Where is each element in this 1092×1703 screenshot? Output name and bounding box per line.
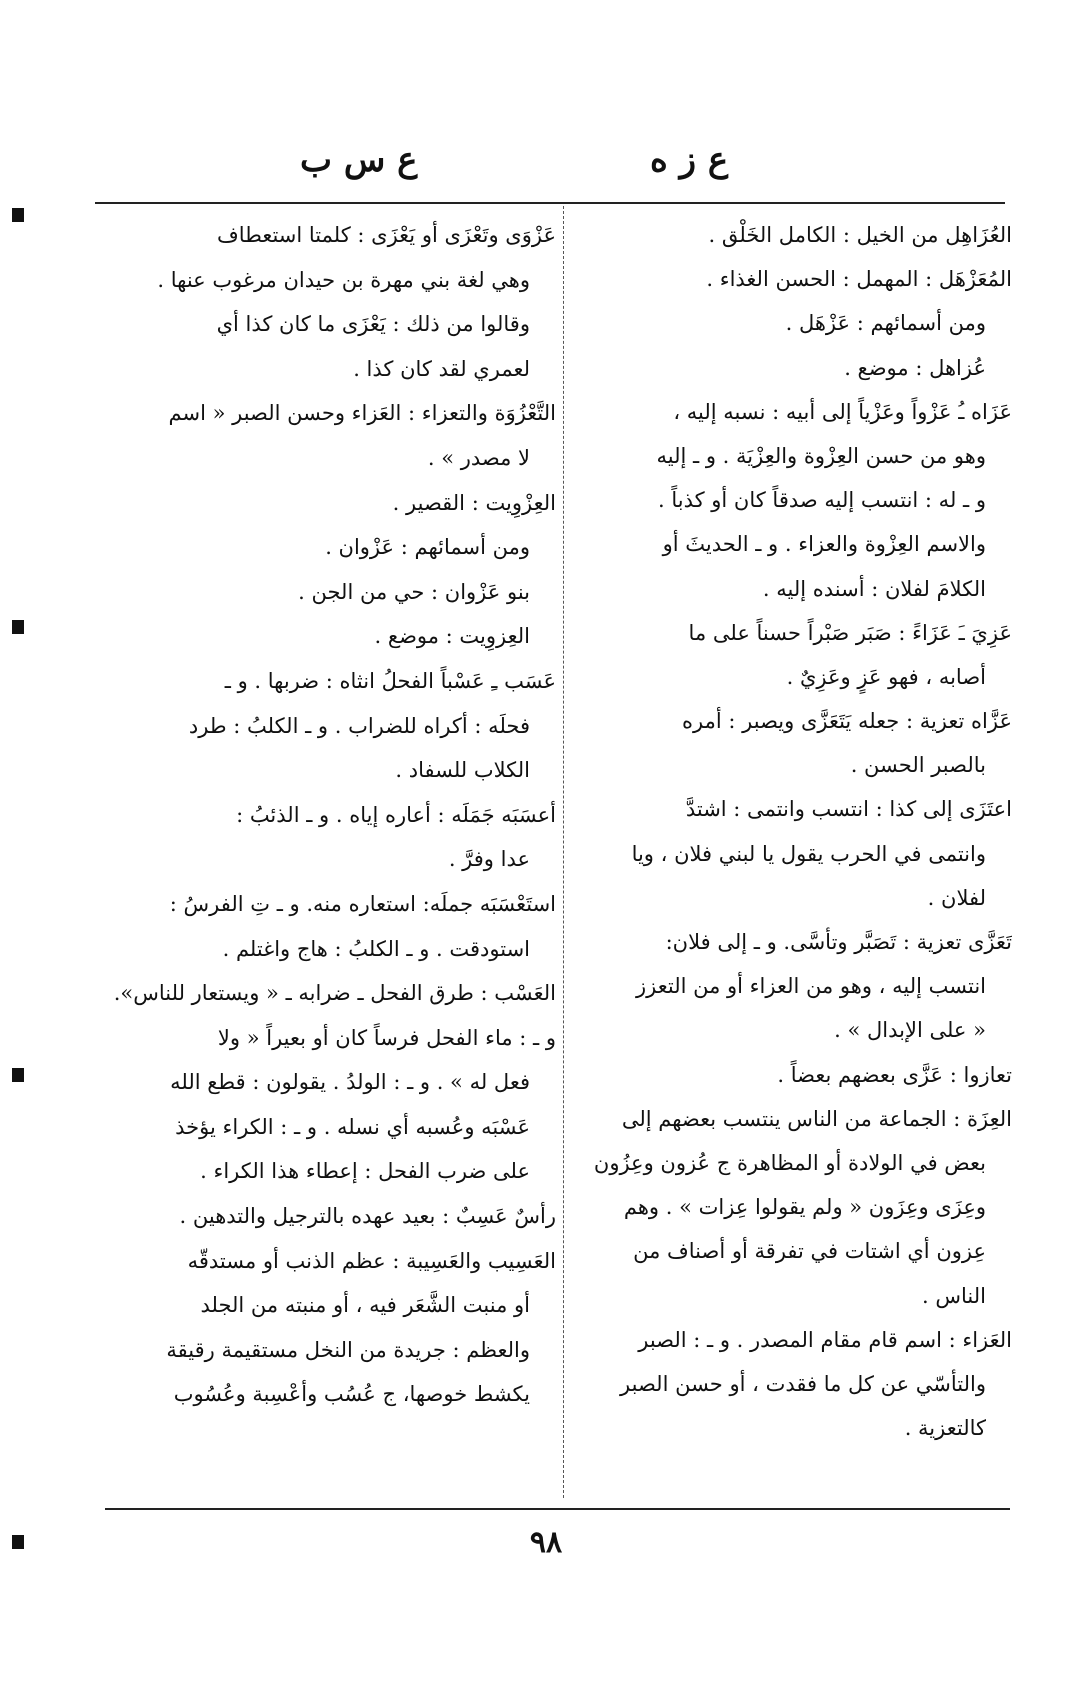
entry-line: وهي لغة بني مهرة بن حيدان مرغوب عنها . xyxy=(157,267,530,292)
entry-line: تَعَزَّى تعزية : تَصَبَّر وتأسَّى. و ـ إلى فلان: xyxy=(665,930,1012,954)
entry-line: « على الإبدال » . xyxy=(834,1018,986,1043)
entry-line: عَسَب ـِ عَسْباً الفحلُ انثاه : ضربها . و ـ xyxy=(224,668,556,693)
entry-line: استَعْسَبَه جملَه: استعاره منه. و ـ تِ الفرسُ : xyxy=(169,891,556,916)
page-number: ٩٨ xyxy=(529,1525,563,1560)
scan-margin-mark xyxy=(12,1068,24,1082)
scan-margin-mark xyxy=(12,208,24,222)
entry-line: العِزَة : الجماعة من الناس ينتسب بعضهم إلى xyxy=(621,1106,1012,1131)
entry-line: والعظم : جريدة من النخل مستقيمة رقيقة xyxy=(166,1337,530,1362)
entry-line: رأسٌ عَسِبٌ : بعيد عهده بالترجيل والتدهين . xyxy=(179,1204,556,1229)
entry-line: لعمري لقد كان كذا . xyxy=(353,356,530,381)
entry-line: العَسِيب والعَسِيبة : عظم الذنب أو مستدقّه xyxy=(187,1248,556,1273)
entry-line: العِزوِيت : موضع . xyxy=(374,624,530,649)
entry-line: كالتعزية . xyxy=(904,1416,986,1441)
entry-line: التَّعْزُوَة والتعزاء : العَزاء وحسن الصبر « اسم xyxy=(168,401,556,426)
entry-line: الناس . xyxy=(922,1283,986,1308)
entry-line: الكلامَ لفلان : أسنده إليه . xyxy=(762,576,986,601)
entry-line: العَزاء : اسم قام مقام المصدر . و ـ : الصبر xyxy=(638,1327,1012,1352)
entry-line: أو منبت الشَّعَر فيه ، أو منبته من الجلد xyxy=(200,1293,530,1318)
entry-line: عَزِيَ ـَ عَزَاءً : صَبَر صَبْراً حسناً على ما xyxy=(688,620,1012,645)
left-column xyxy=(100,213,556,1417)
entry-line: بعض في الولادة أو المظاهرة ج عُزون وعِزُون xyxy=(593,1150,986,1175)
entry-line: و ـ له : انتسب إليه صدقاً كان أو كذباً . xyxy=(657,488,986,513)
entry-line: بالصبر الحسن . xyxy=(850,753,986,778)
entry-line: تعازوا : عَزَّى بعضهم بعضاً . xyxy=(777,1062,1012,1087)
column-separator xyxy=(563,206,564,1498)
entry-line: العِزْوِيت : القصير . xyxy=(392,490,556,515)
entry-line: استودقت . و ـ الكلبُ : هاج واغتلم . xyxy=(222,936,530,961)
scan-margin-mark xyxy=(12,620,24,634)
right-column xyxy=(572,213,1012,1450)
entry-line: والتأسّي عن كل ما فقدت ، أو حسن الصبر xyxy=(620,1371,986,1396)
entry-line: وقالوا من ذلك : يَعْزَى ما كان كذا أي xyxy=(216,312,530,337)
entry-line: المُعَزْهَل : المهمل : الحسن الغذاء . xyxy=(706,267,1012,292)
entry-line: عَسْبَه وعُسبه أي نسله . و ـ : الكراء يؤخذ xyxy=(175,1114,530,1139)
entry-line: أصابه ، فهو عَزٍ وعَزِيٌ . xyxy=(786,664,986,689)
entry-line: وهو من حسن العِزْوة والعِزْيَة . و ـ إليه xyxy=(656,443,986,468)
entry-line: عَزَاه ـُ عَزْواً وعَزْياً إلى أبيه : نسبه إليه ، xyxy=(673,399,1012,424)
entry-line: عدا وفرَّ . xyxy=(448,847,530,872)
scan-margin-mark xyxy=(12,1535,24,1549)
entry-line: انتسب إليه ، وهو من العزاء أو من التعزز xyxy=(636,974,986,999)
entry-line: لفلان . xyxy=(927,885,986,910)
entry-line: فعل له » . و ـ : الولدُ . يقولون : قطع الله xyxy=(170,1070,530,1095)
entry-line: الكلاب للسفاد . xyxy=(395,758,530,783)
entry-line: وانتمى في الحرب يقول يا لبني فلان ، ويا xyxy=(631,841,986,866)
entry-line: على ضرب الفحل : إعطاء هذا الكراء . xyxy=(200,1159,530,1184)
entry-line: عِزون أي اشتات في تفرقة أو أصناف من xyxy=(633,1239,986,1264)
entry-line: ومن أسمائهم : عَزْهَل . xyxy=(785,311,986,336)
entry-line: فحلَه : أكراه للضراب . و ـ الكلبُ : طرد xyxy=(188,713,530,738)
entry-line: و ـ : ماء الفحل فرساً كان أو بعيراً « ولا xyxy=(217,1025,556,1050)
entry-line: العَسْب : طرق الفحل ـ ضرابه ـ « ويستعار للناس». xyxy=(113,981,556,1006)
entry-line: عَزَّاه تعزية : جعله يَتَعَزَّى ويصبر : أمره xyxy=(682,709,1012,734)
entry-line: بنو عَزْوان : حي من الجن . xyxy=(298,579,530,604)
entry-line: أعسَبَه جَمَلَه : أعاره إياه . و ـ الذئبُ : xyxy=(236,802,556,827)
bottom-rule xyxy=(105,1508,1010,1510)
entry-line: اعتَزَى إلى كذا : انتسب وانتمى : اشتدَّ xyxy=(685,797,1012,822)
top-rule xyxy=(95,202,1005,204)
right-column-root-header: ع ز ه xyxy=(650,140,729,180)
left-column-root-header: ع س ب xyxy=(300,140,418,180)
entry-line: العُزَاهِل من الخيل : الكامل الخَلْق . xyxy=(708,223,1012,247)
entry-line: ومن أسمائهم : عَزْوان . xyxy=(325,535,530,560)
entry-line: عَزْوَى وتَعْزَى أو يَعْزَى : كلمتا استعطاف xyxy=(216,223,556,247)
entry-line: يكشط خوصها، ج عُسُب وأعْسِبة وعُسُوب xyxy=(173,1382,530,1407)
entry-line: وعِزَى وعِزَون « ولم يقولوا عِزات » . وهم xyxy=(623,1195,986,1220)
entry-line: والاسم العِزْوة والعزاء . و ـ الحديثَ أو xyxy=(662,532,986,557)
entry-line: عُزاهل : موضع . xyxy=(844,355,986,380)
entry-line: لا مصدر » . xyxy=(427,445,530,470)
